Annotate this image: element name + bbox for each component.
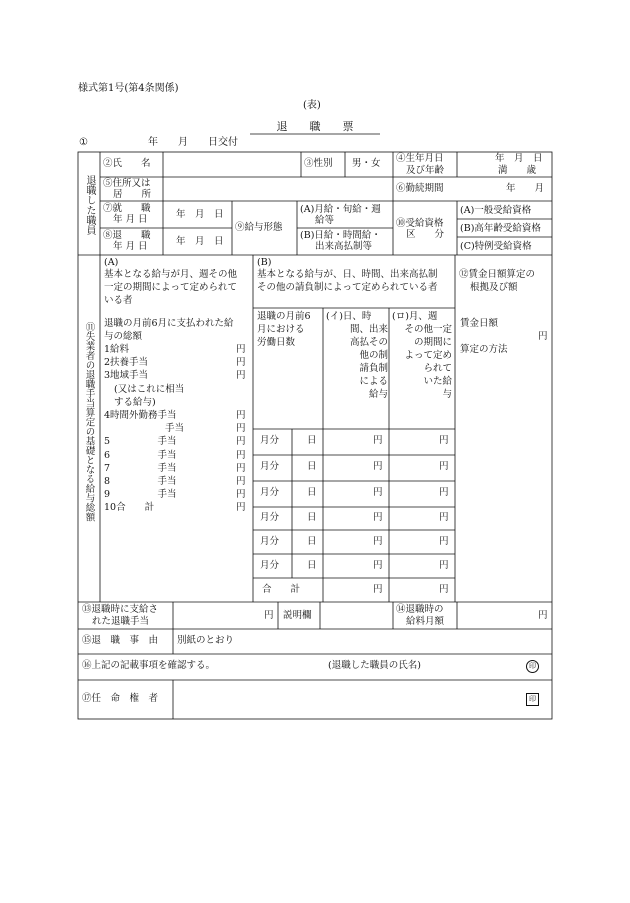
b-description: 基本となる給与が、日、時間、出来高払制 (257, 269, 438, 280)
pay-form-a-2: 給等 (315, 215, 335, 226)
form-number: 様式第1号(第4条関係) (78, 83, 179, 94)
b-row-day: 日 (307, 512, 317, 523)
a-item-yen: 円 (236, 489, 246, 501)
a-item-yen: 円 (236, 462, 246, 474)
b-row-yen1: 円 (373, 461, 383, 472)
issue-number: ① (79, 137, 88, 148)
b-col3-line: いた給 (423, 376, 452, 387)
b-row-yen2: 円 (439, 435, 449, 446)
a-item-label: 10合 計 (104, 502, 155, 514)
daily-wage-basis-label: ⑫賃金日額算定の (459, 269, 536, 280)
retire-label-2: 年 月 日 (113, 241, 148, 252)
salary-month-label: ⑭退職時の (396, 604, 444, 615)
b-col2-line: 給与 (368, 389, 388, 400)
birth-label-2: 及び年齢 (406, 165, 445, 176)
service-value: 年 月 (506, 183, 545, 194)
qualification-label-2: 区 分 (406, 229, 445, 240)
b-col3-line: られて (423, 363, 452, 374)
b-row-yen2: 円 (439, 536, 449, 547)
b-total-label: 合 計 (262, 584, 301, 595)
a-item-yen: 円 (236, 449, 246, 461)
b-col2-line: 他の制 (359, 350, 388, 361)
b-row-yen2: 円 (439, 461, 449, 472)
confirmation-text: ⑯上記の記載事項を確認する。 (82, 660, 216, 671)
appointing-authority-label: ⑰任 命 権 者 (82, 693, 159, 704)
a-item-label: 6 手当 (104, 449, 177, 461)
birth-value: 年 月 日 (495, 153, 543, 164)
a-item-yen: 円 (236, 502, 246, 514)
qualification-option: (C)特例受給資格 (460, 241, 532, 252)
a-description-2: 一定の期間によって定められて (104, 282, 238, 293)
b-col3-line: その他一定 (404, 324, 452, 335)
b-col3-line: (ロ)月、週 (392, 311, 438, 322)
a-item-yen: 円 (236, 344, 246, 355)
b-workdays-header: 退職の月前6 (257, 311, 311, 322)
b-row-month: 月分 (260, 560, 280, 571)
a-item-yen: 円 (236, 410, 246, 421)
a-description: 基本となる給与が月、週その他 (104, 269, 238, 280)
b-col2-line: による (359, 376, 388, 387)
a-item-yen: 円 (236, 436, 246, 448)
a-item-yen: 円 (236, 357, 246, 369)
a-item-label: 7 手当 (104, 462, 177, 474)
employee-section-label: 退職した職員 (84, 175, 95, 235)
allowance-label-2: れた退職手当 (92, 616, 150, 627)
a-item-label: 2扶養手当 (104, 357, 149, 369)
a-total-label-2: 与の総額 (104, 331, 143, 342)
a-item-label: 4時間外勤務手当 (104, 410, 177, 421)
b-row-yen1: 円 (373, 487, 383, 498)
service-label: ⑥勤続期間 (396, 183, 444, 194)
b-row-yen1: 円 (373, 560, 383, 571)
seal-icon: 印 (526, 660, 539, 673)
authority-seal-icon: 印 (526, 693, 539, 706)
qualification-option: (A)一般受給資格 (460, 205, 532, 216)
page-title: 退 職 票 (276, 120, 354, 133)
b-row-day: 日 (307, 536, 317, 547)
b-col2-line: 間、出来 (349, 324, 388, 335)
allowance-label: ⑬退職時に支給さ (82, 604, 159, 615)
salary-month-label-2: 給料月額 (406, 616, 445, 627)
a-heading: (A) (104, 257, 119, 268)
b-col2-line: 請負制 (359, 363, 388, 374)
b-row-month: 月分 (260, 536, 280, 547)
b-heading: (B) (257, 257, 272, 268)
a-item-label: 手当 (165, 423, 185, 435)
b-col3-line: 与 (442, 389, 452, 400)
b-row-month: 月分 (260, 435, 280, 446)
b-row-month: 月分 (260, 461, 280, 472)
b-row-month: 月分 (260, 512, 280, 523)
a-item-label: 3地域手当 (104, 370, 149, 382)
explanation-label: 説明欄 (283, 610, 312, 621)
b-row-yen1: 円 (373, 536, 383, 547)
b-row-month: 月分 (260, 487, 280, 498)
b-description-2: その他の請負制によって定められている者 (257, 282, 438, 293)
pay-form-b-2: 出来高払制等 (315, 241, 373, 252)
b-workdays-header-2: 月における (257, 324, 305, 335)
b-row-yen2: 円 (439, 512, 449, 523)
retiree-name-label: (退職した職員の氏名) (328, 660, 421, 671)
retirement-reason-value: 別紙のとおり (177, 635, 235, 646)
b-col2-line: (イ)日、時 (326, 311, 372, 322)
wage-section-label: ⑪失業者の退職手当算定の基礎となる給与総額 (83, 322, 95, 522)
a-item-label: 8 手当 (104, 476, 177, 487)
a-item-label: (又はこれに相当 (114, 383, 185, 395)
a-description-3: いる者 (104, 295, 133, 306)
address-label: ⑤住所又は (103, 178, 151, 189)
b-row-yen2: 円 (439, 487, 449, 498)
daily-wage-label: 賃金日額 (460, 318, 499, 329)
b-row-day: 日 (307, 560, 317, 571)
front-side-label: (表) (303, 100, 321, 111)
a-item-yen: 円 (236, 370, 246, 382)
age-value: 満 歳 (498, 165, 537, 176)
b-row-yen1: 円 (373, 512, 383, 523)
b-row-yen1: 円 (373, 435, 383, 446)
a-item-yen: 円 (236, 423, 246, 435)
pay-form-a: (A)月給・旬給・週 (300, 204, 381, 215)
b-row-day: 日 (307, 435, 317, 446)
b-workdays-header-3: 労働日数 (257, 337, 296, 348)
b-row-yen2: 円 (439, 560, 449, 571)
a-item-label: 5 手当 (104, 436, 177, 448)
sex-label: ③性別 (304, 158, 333, 169)
b-row-day: 日 (307, 487, 317, 498)
b-total-yen: 円 (373, 584, 383, 595)
sex-value: 男・女 (352, 158, 381, 169)
a-total-label: 退職の月前6月に支払われた給 (104, 318, 234, 329)
name-label: ②氏 名 (103, 158, 151, 169)
a-item-label: 9 手当 (104, 489, 177, 501)
a-item-label: する給与) (114, 396, 156, 408)
b-row-day: 日 (307, 461, 317, 472)
calculation-method-label: 算定の方法 (460, 344, 508, 355)
daily-wage-basis-label-2: 根拠及び額 (470, 282, 518, 293)
a-item-yen: 円 (236, 476, 246, 487)
b-col3-line: の期間に (413, 337, 452, 348)
retire-label: ⑧退 職 (103, 230, 151, 241)
issue-date: 年 月 日交付 (148, 137, 238, 148)
b-total-yen-2: 円 (439, 584, 449, 595)
b-col3-line: よって定め (404, 350, 452, 361)
birth-label: ④生年月日 (396, 153, 444, 164)
hire-label: ⑦就 職 (103, 203, 151, 214)
b-col2-line: 高払その (349, 337, 388, 348)
pay-form-b: (B)日給・時間給・ (300, 230, 381, 241)
retire-value: 年 月 日 (176, 236, 224, 247)
hire-label-2: 年 月 日 (113, 214, 148, 225)
allowance-yen: 円 (264, 610, 274, 621)
hire-value: 年 月 日 (176, 209, 224, 220)
qualification-option: (B)高年齢受給資格 (460, 223, 541, 234)
pay-form-label: ⑨給与形態 (235, 222, 283, 233)
address-label-2: 居 所 (113, 189, 152, 200)
a-item-label: 1給料 (104, 344, 130, 355)
daily-wage-yen: 円 (538, 331, 548, 342)
qualification-label: ⑩受給資格 (396, 218, 444, 229)
salary-month-yen: 円 (538, 610, 548, 621)
retirement-reason-label: ⑮退 職 事 由 (82, 635, 159, 646)
